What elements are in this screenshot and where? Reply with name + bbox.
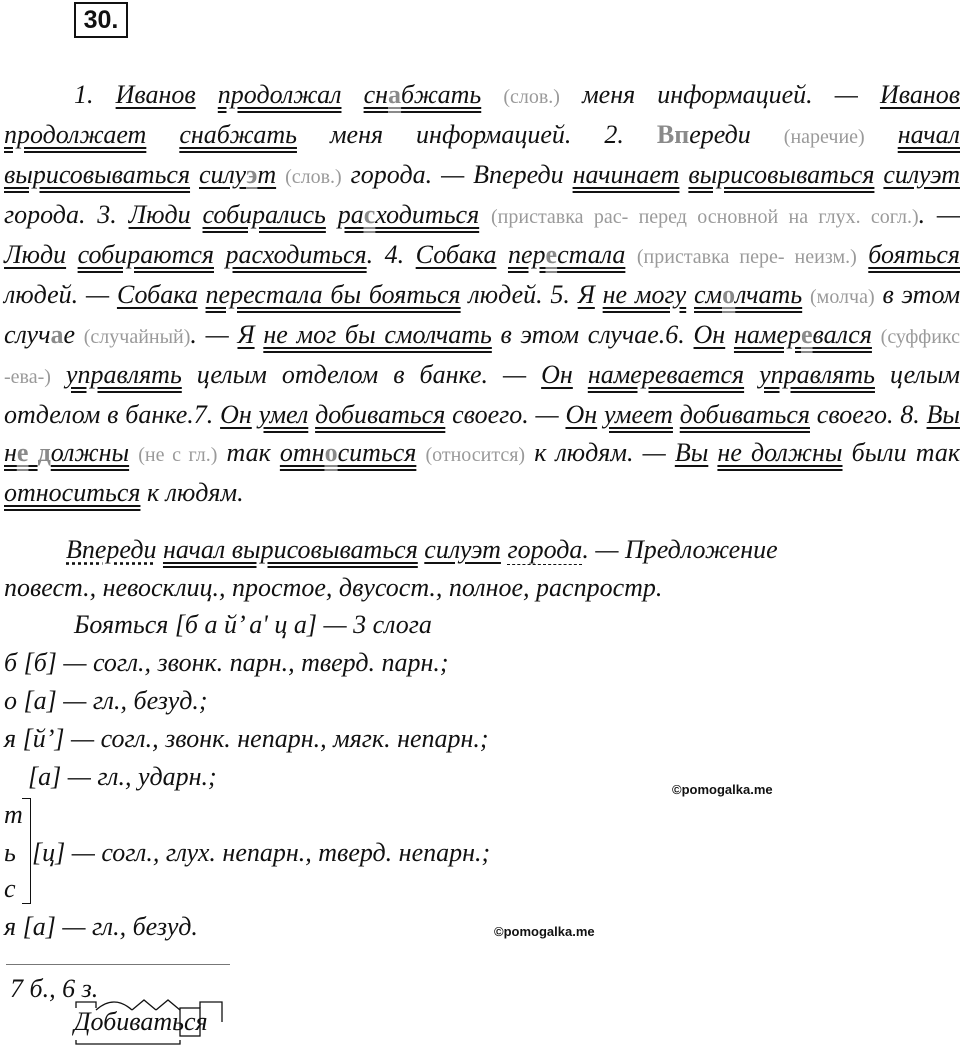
- text-segment: [146, 120, 179, 149]
- text-segment: [496, 240, 508, 269]
- text-segment: к людям. —: [525, 438, 675, 467]
- text-segment: [214, 240, 226, 269]
- text-segment: . 4.: [366, 240, 416, 269]
- marked-word: отн: [279, 438, 325, 467]
- text-segment: . —: [190, 320, 238, 349]
- text-segment: . —: [918, 200, 960, 229]
- text-segment: Вп: [656, 120, 690, 149]
- marked-word: олжны: [50, 438, 130, 467]
- marked-word: о: [324, 438, 338, 467]
- text-segment: [865, 120, 898, 149]
- marked-word: е: [545, 240, 558, 269]
- marked-word: ра: [337, 200, 364, 229]
- letter-group-bracket: [22, 798, 31, 904]
- text-segment: людей. 5.: [460, 280, 578, 309]
- marked-word: н: [4, 438, 17, 467]
- marked-word: э: [246, 160, 258, 189]
- phonetic-row-o: о [а] — гл., безуд.;: [4, 686, 208, 715]
- text-segment: целым отделом в банке. —: [181, 360, 542, 389]
- marked-word: относиться: [4, 478, 141, 507]
- marked-word: Он: [220, 400, 252, 429]
- marked-word: перестала бы бояться: [205, 280, 461, 309]
- phonetic-row-ya: я [й’] — согл., звонк. непарн., мягк. непарн.;: [4, 724, 489, 753]
- text-segment: 1.: [74, 80, 116, 109]
- text-segment: [479, 200, 491, 229]
- text-segment: [66, 240, 78, 269]
- text-segment: [857, 240, 869, 269]
- marked-word: умел: [258, 400, 309, 429]
- marked-word: начинает: [572, 160, 680, 189]
- marked-word: собираются: [77, 240, 214, 269]
- text-segment: так: [217, 438, 280, 467]
- marked-word: умеет: [603, 400, 673, 429]
- morpheme-diagram: [74, 998, 234, 1046]
- marked-word: Люди: [4, 240, 67, 269]
- marked-word: о: [722, 280, 736, 309]
- marked-word: не могу: [602, 280, 687, 309]
- marked-word: расходиться: [225, 240, 367, 269]
- marked-word: д: [37, 438, 51, 467]
- text-segment: [129, 438, 138, 467]
- marked-word: продолжал: [217, 80, 342, 109]
- text-segment: [802, 280, 810, 309]
- marked-word: управлять: [759, 360, 875, 389]
- morph-word-text: Добиваться: [74, 1007, 208, 1036]
- text-segment: своего. —: [445, 400, 566, 429]
- note-text: (суффикс -ева-): [4, 326, 960, 388]
- marked-word: с: [363, 200, 376, 229]
- marked-word: пер: [507, 240, 546, 269]
- text-segment: в этом случае.6.: [491, 320, 694, 349]
- marked-word: Иванов: [115, 80, 196, 109]
- note-text: (приставка рас- перед основной на глух. согл.): [491, 206, 919, 228]
- text-segment: . — Предложение: [582, 535, 778, 564]
- text-segment: [595, 280, 603, 309]
- text-segment: [625, 240, 637, 269]
- text-segment: своего. 8.: [809, 400, 927, 429]
- analysis-characteristics: повест., невосклиц., простое, двусост., полное, распростр.: [4, 573, 663, 602]
- note-text: (слов.): [503, 86, 560, 108]
- marked-word: собирались: [202, 200, 326, 229]
- text-segment: [252, 400, 259, 429]
- note-text: (слов.): [285, 166, 342, 188]
- text-segment: [198, 280, 206, 309]
- phonetic-letter-s: с: [4, 874, 16, 903]
- marked-word: Иванов: [879, 80, 960, 109]
- marked-word: силу: [199, 160, 247, 189]
- text-segment: в этом случ: [4, 280, 960, 349]
- watermark: ©pomogalka.me: [672, 782, 773, 797]
- marked-word: Он: [565, 400, 598, 429]
- marked-word: продолжает: [4, 120, 147, 149]
- marked-word: управлять: [65, 360, 182, 389]
- text-segment: ереди: [689, 120, 784, 149]
- marked-word: Он: [693, 320, 726, 349]
- text-segment: города. — Впереди: [341, 160, 573, 189]
- marked-word: Вы: [926, 400, 960, 429]
- marked-word: лчать: [735, 280, 803, 309]
- marked-word: намеревается: [587, 360, 745, 389]
- phonetic-letter-t: т: [4, 800, 23, 829]
- text-segment: города. 3.: [4, 200, 129, 229]
- marked-word: Вы: [674, 438, 709, 467]
- marked-word: снабжать: [179, 120, 297, 149]
- marked-word: не должны: [717, 438, 843, 467]
- marked-word: Собака: [415, 240, 497, 269]
- marked-word: а: [388, 80, 402, 109]
- text-segment: [725, 320, 734, 349]
- text-segment: [673, 400, 680, 429]
- text-segment: [255, 320, 264, 349]
- marked-word: города: [507, 535, 583, 564]
- text-segment: [481, 80, 503, 109]
- text-segment: целым отделом в банке.7.: [4, 360, 960, 429]
- text-segment: меня информацией. 2.: [296, 120, 657, 149]
- note-text: (приставка пере- неизм.): [636, 246, 857, 268]
- phonetic-row-a: [а] — гл., ударн.;: [28, 762, 217, 791]
- marked-word: вался: [812, 320, 872, 349]
- text-segment: [872, 320, 881, 349]
- summary-divider: [6, 964, 230, 965]
- marked-word: силуэт: [424, 535, 501, 564]
- text-segment: [341, 80, 363, 109]
- text-segment: к людям.: [140, 478, 244, 507]
- text-segment: [597, 400, 604, 429]
- phonetic-row-ts: [ц] — согл., глух. непарн., тверд. непарн.;: [32, 838, 491, 867]
- text-segment: [744, 360, 759, 389]
- phonetic-title: Бояться [б а й’ а' ц а] — 3 слога: [74, 610, 432, 639]
- marked-word: вырисовываться: [4, 160, 191, 189]
- text-segment: [326, 200, 338, 229]
- phonetic-letter-soft-sign: ь: [4, 838, 16, 867]
- phonetic-row-b: б [б] — согл., звонк. парн., тверд. парн.;: [4, 648, 449, 677]
- text-segment: [191, 200, 203, 229]
- main-paragraph-block: [4, 76, 960, 512]
- marked-word: сн: [363, 80, 389, 109]
- stem-mark: [76, 1040, 180, 1044]
- analysis-sentence: [4, 531, 960, 569]
- marked-word: Собака: [116, 280, 198, 309]
- marked-word: намер: [733, 320, 801, 349]
- marked-word: силуэт: [883, 160, 960, 189]
- marked-word: Люди: [128, 200, 191, 229]
- task-number: 30.: [74, 2, 128, 38]
- marked-word: бжать: [401, 80, 482, 109]
- marked-word: см: [694, 280, 723, 309]
- text-segment: были так: [842, 438, 960, 467]
- marked-word: Впереди: [66, 535, 157, 564]
- marked-word: добиваться: [315, 400, 446, 429]
- text-segment: людей. —: [4, 280, 117, 309]
- marked-word: стала: [557, 240, 626, 269]
- note-text: (случайный): [83, 326, 191, 348]
- marked-word: бояться: [868, 240, 960, 269]
- marked-word: [28, 438, 37, 467]
- text-segment: [51, 360, 66, 389]
- text-segment: [190, 160, 199, 189]
- marked-word: начал вырисовываться: [162, 535, 418, 564]
- marked-word: е: [800, 320, 813, 349]
- analysis-block: [4, 531, 960, 607]
- phonetic-row-final-ya: я [а] — гл., безуд.: [4, 912, 198, 941]
- phonetic-summary: 7 б., 6 з.: [10, 974, 99, 1003]
- marked-word: Он: [541, 360, 573, 389]
- marked-word: начал: [897, 120, 960, 149]
- watermark: ©pomogalka.me: [494, 924, 595, 939]
- marked-word: добиваться: [679, 400, 810, 429]
- marked-word: е: [16, 438, 29, 467]
- note-text: (не с гл.): [138, 444, 218, 466]
- note-text: (относится): [425, 444, 526, 466]
- marked-word: Я: [237, 320, 255, 349]
- text-segment: [276, 160, 285, 189]
- marked-word: вырисовываться: [688, 160, 875, 189]
- marked-word: не мог бы смолчать: [263, 320, 492, 349]
- marked-word: т: [257, 160, 277, 189]
- text-segment: [196, 80, 218, 109]
- note-text: (наречие): [783, 126, 865, 148]
- text-segment: а: [50, 320, 64, 349]
- text-segment: [686, 280, 694, 309]
- text-segment: [573, 360, 588, 389]
- text-segment: меня информацией. —: [559, 80, 880, 109]
- text-segment: е: [63, 320, 84, 349]
- main-paragraph: [4, 76, 960, 512]
- marked-word: ситься: [337, 438, 417, 467]
- note-text: (молча): [810, 286, 875, 308]
- marked-word: ходиться: [375, 200, 480, 229]
- marked-word: Я: [577, 280, 595, 309]
- morphemic-analysis: [74, 998, 234, 1051]
